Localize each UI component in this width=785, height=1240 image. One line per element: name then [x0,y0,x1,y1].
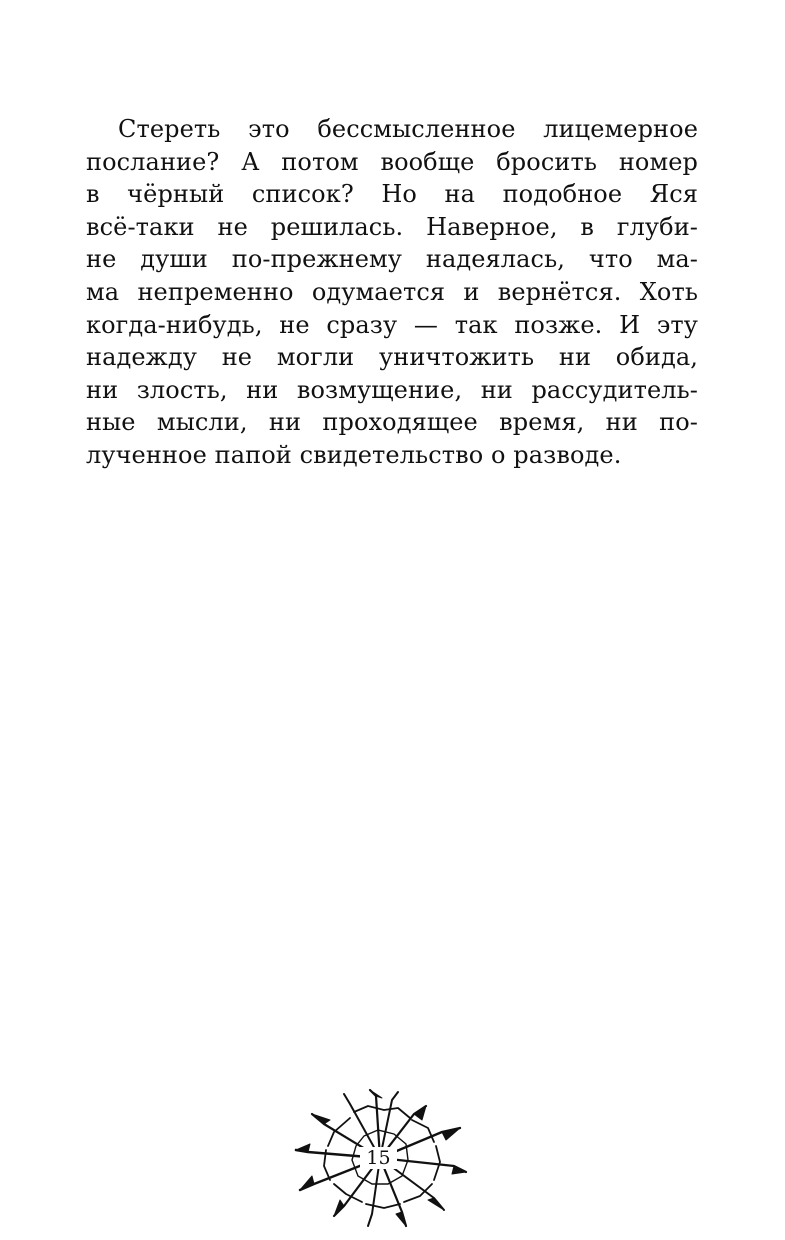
text-line: лученное папой свидетельство о разводе. [86,440,622,469]
text-line: Стереть это бессмысленное лицемерное [118,115,698,143]
text-line: в чёрный список? Но на подобное Яся [86,180,698,209]
text-line: послание? А потом вообще бросить номер [86,147,698,176]
text-line: ни злость, ни возмущение, ни рассудитель- [86,375,698,404]
text-line: ные мысли, ни проходящее время, ни по- [86,408,698,437]
text-line: когда-нибудь, не сразу — так позже. И эту [86,310,698,339]
text-line: ма непременно одумается и вернётся. Хоть [86,277,698,306]
text-line: всё-таки не решилась. Наверное, в глуби- [86,212,698,241]
text-line: надежду не могли уничтожить ни обида, [86,343,698,372]
page-number [0,1148,757,1168]
text-line: не души по-прежнему надеялась, что ма- [86,245,698,274]
body-text [86,113,698,472]
page-number-label: 15 [360,1147,396,1169]
